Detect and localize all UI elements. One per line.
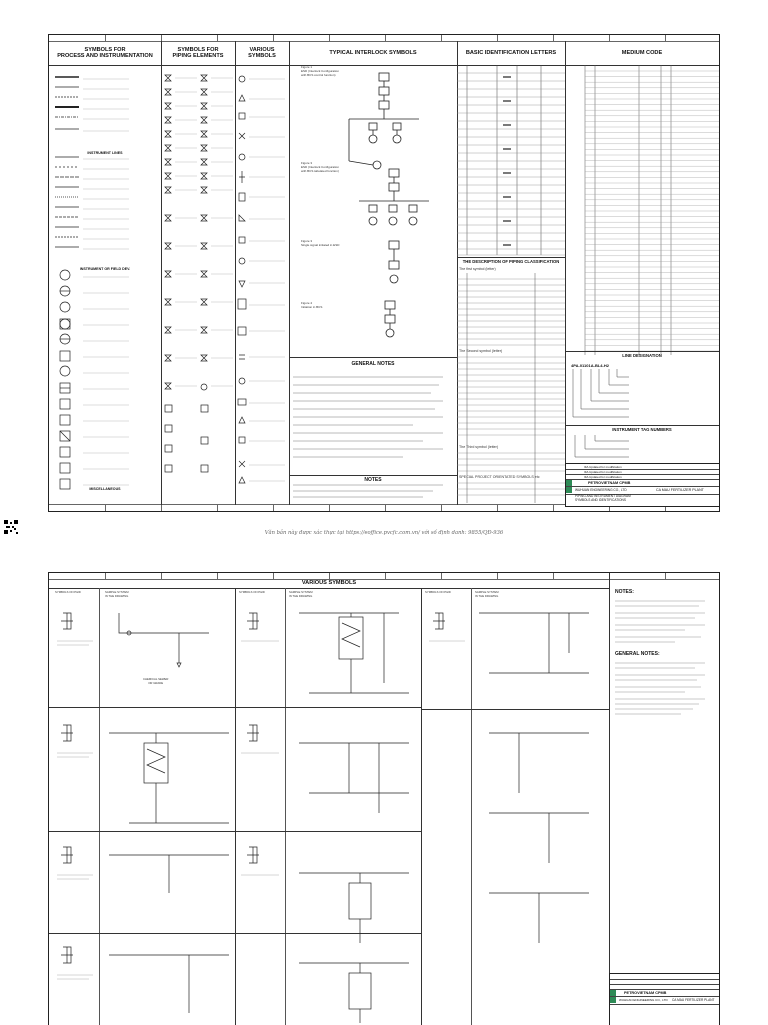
sheet2-title-divider: [49, 588, 609, 589]
header-medium-code: MEDIUM CODE: [565, 41, 719, 66]
second-symbol-label: The Second symbol (letter): [459, 349, 503, 353]
ruler-tick: [441, 573, 442, 579]
sheet2-contractor-logo-icon: [610, 997, 616, 1003]
verification-caption: Văn bản này được xác thực tại https://eoffice.pvcfc.com.vn/ với số định danh: 9855/QĐ-936: [264, 530, 504, 536]
ruler-tick: [161, 505, 162, 511]
contractor-logo-icon: [566, 487, 572, 493]
col-label-6: SAMPLE SYSTEM IN THE DRAWING: [475, 590, 499, 598]
line-designation-title: LINE DESIGNATION: [622, 353, 662, 358]
header-various-symbols: VARIOUS SYMBOLS: [235, 41, 289, 66]
sheet2-notes-title: NOTES:: [615, 589, 634, 595]
piping-class-divider: [457, 257, 565, 258]
header-process-symbols: SYMBOLS FOR PROCESS AND INSTRUMENTATION: [49, 41, 161, 66]
sheet2-notes-lines: [615, 597, 715, 757]
subheader-miscellaneous: MISCELLANEOUS: [89, 487, 121, 491]
line-designation-divider: [565, 351, 719, 352]
drawing-title: PIPING AND INSTRUMENT DIAGRAM SYMBOLS AND IDENTIFICATIONS: [575, 494, 631, 502]
col-label-5: SYMBOLS ON P&ID: [425, 590, 451, 594]
project-name: CA MAU FERTILIZER PLANT: [656, 488, 704, 492]
notes-title: NOTES: [364, 477, 382, 483]
ruler-tick: [329, 573, 330, 579]
medium-code-table: [565, 65, 719, 355]
chemical-sewer-label: CHEMICAL SEWER OR GRADE: [143, 677, 169, 685]
ruler-tick: [665, 573, 666, 579]
ruler-tick: [329, 505, 330, 511]
ruler-tick: [385, 573, 386, 579]
ruler-tick: [105, 573, 106, 579]
ruler-tick: [217, 573, 218, 579]
drawing-sheet-symbols: [48, 34, 720, 512]
contractor-name: WUHUAN ENGINEERING CO., LTD: [575, 488, 627, 492]
general-notes-title: GENERAL NOTES: [351, 361, 395, 367]
piping-symbols-drawings: [161, 65, 235, 505]
ruler-tick: [385, 505, 386, 511]
ruler-tick: [553, 573, 554, 579]
col-label-3: SYMBOLS ON P&ID: [239, 590, 265, 594]
ruler-tick: [497, 573, 498, 579]
header-interlock-symbols: TYPICAL INTERLOCK SYMBOLS: [289, 41, 457, 66]
subheader-instrument-lines: INSTRUMENT LINES: [87, 151, 123, 155]
interlock-figure-3-label: Figure 3 Single signal initiated in ESD: [301, 239, 340, 247]
interlock-figure-4-label: Figure 4 Initiation in BCS: [301, 301, 323, 309]
piping-class-title: THE DESCRIPTION OF PIPING CLASSIFICATION: [462, 259, 560, 264]
instrument-tag-title: INSTRUMENT TAG NUMBERS: [612, 427, 672, 432]
first-symbol-label: The first symbol (letter): [459, 267, 496, 271]
various-symbols-drawings: [235, 65, 289, 505]
ruler-tick: [441, 505, 442, 511]
interlock-diagrams: [289, 65, 457, 355]
line-designation-leaders: [569, 369, 719, 425]
sheet2-title: VARIOUS SYMBOLS: [301, 580, 357, 586]
col-label-4: SAMPLE SYSTEM IN THE DRAWING: [289, 590, 313, 598]
ruler-tick: [161, 573, 162, 579]
sheet2-border-ruler-top: [49, 573, 719, 580]
drawing-sheet-various-symbols: [48, 572, 720, 1025]
title-block: [565, 463, 720, 507]
sheet2-divider-notes: [609, 573, 610, 1025]
sheet2-title-block: [609, 973, 720, 1025]
process-symbols-drawings: [49, 65, 161, 505]
owner-logo-icon: [566, 480, 572, 486]
line-designation-example: 4PA-01101A-BL4-H2: [571, 363, 609, 368]
notes-text-lines: [293, 373, 453, 503]
ruler-tick: [553, 505, 554, 511]
sheet2-client-name: PETROVIETNAM CPMB: [624, 991, 667, 995]
interlock-figure-2-label: Figure 3 ESD (Interlock Configuration with BCS tabulated function): [301, 161, 340, 173]
ruler-tick: [105, 505, 106, 511]
sheet2-project-name: CA MAU FERTILIZER PLANT: [672, 998, 715, 1002]
third-symbol-label: The Third symbol (letter): [459, 445, 499, 449]
instrument-tag-leaders: [569, 435, 719, 461]
ruler-tick: [273, 573, 274, 579]
sheet2-owner-logo-icon: [610, 990, 616, 996]
interlock-figure-1-label: Figure 1 ESD (Interlock Configuration with BCS control function): [301, 65, 340, 77]
revision-3: IFA Updated for modification: [584, 475, 622, 479]
instrument-tag-divider: [565, 425, 719, 426]
special-symbols-label: SPECIAL PROJECT ORIENTATED SYMBOLS etc: [459, 475, 540, 479]
ruler-tick: [497, 505, 498, 511]
subheader-instrument-field: INSTRUMENT OR FIELD DEV.: [79, 267, 131, 271]
ruler-tick: [217, 505, 218, 511]
revision-2: IFA Updated for modification: [584, 470, 622, 474]
sheet2-sample-systems: [49, 593, 609, 1025]
header-piping-symbols: SYMBOLS FOR PIPING ELEMENTS: [161, 41, 235, 66]
piping-classification-table: [457, 273, 565, 503]
sheet2-general-notes-title: GENERAL NOTES:: [615, 651, 660, 657]
general-notes-divider: [289, 357, 457, 358]
col-label-1: SYMBOLS ON P&ID: [55, 590, 81, 594]
sheet2-contractor-name: WUHUAN ENGINEERING CO., LTD: [619, 998, 668, 1002]
header-identification-letters: BASIC IDENTIFICATION LETTERS: [457, 41, 565, 66]
revision-1: IFA Updated for modification: [584, 465, 622, 469]
ruler-tick: [273, 505, 274, 511]
col-label-2: SAMPLE SYSTEM IN THE DRAWING: [105, 590, 129, 598]
client-name: PETROVIETNAM CPMB: [588, 481, 631, 485]
